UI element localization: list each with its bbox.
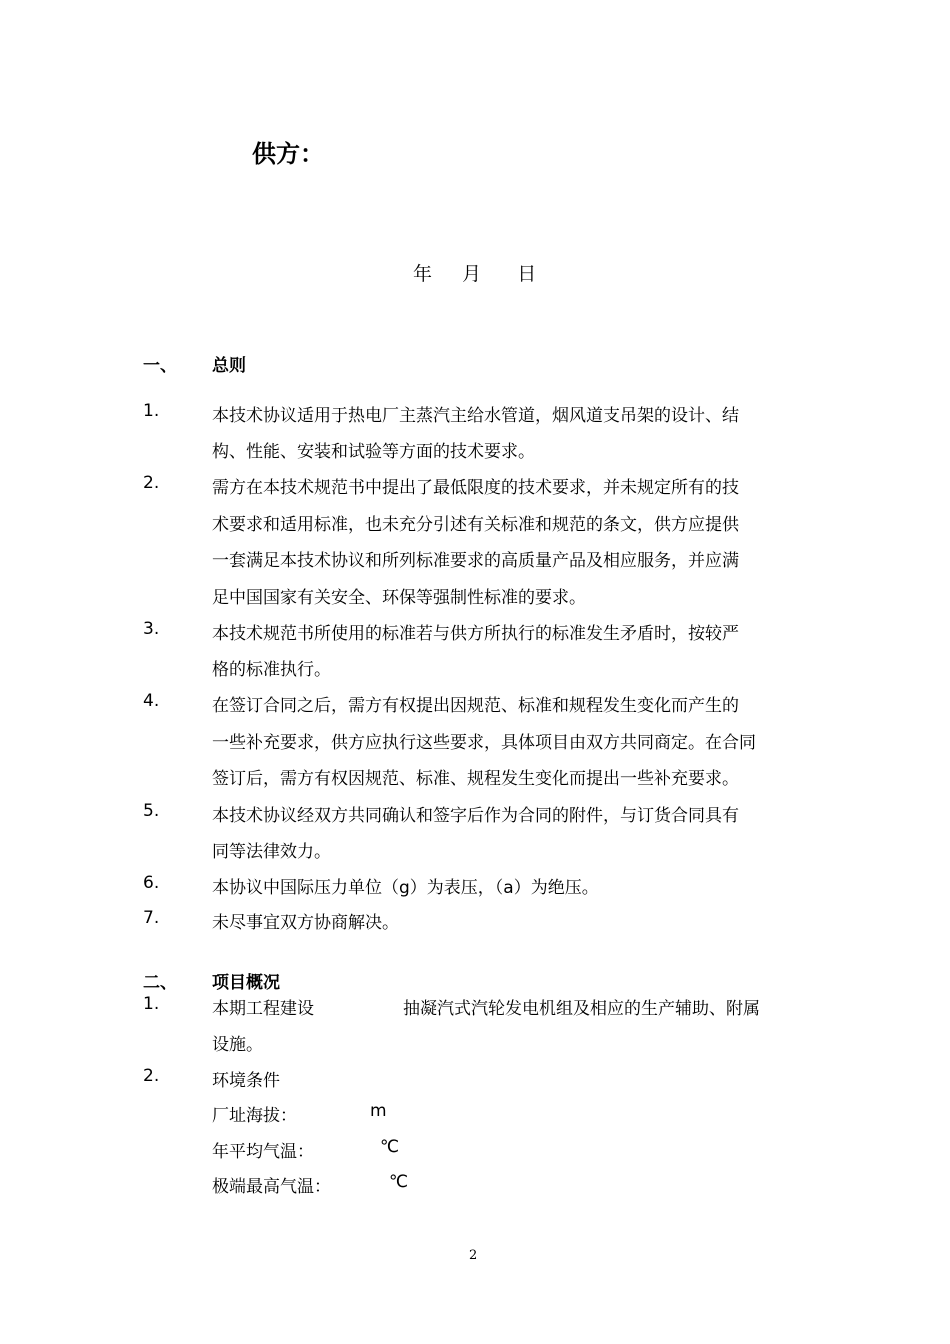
avg-temp-unit: ℃: [380, 1137, 400, 1157]
date-year: 年: [413, 263, 433, 285]
date-day: 日: [517, 263, 537, 285]
item-text-line: 签订后，需方有权因规范、标准、规程发生变化而提出一些补充要求。: [212, 769, 739, 789]
section2-title: 项目概况: [212, 973, 280, 993]
item-text-line: 需方在本技术规范书中提出了最低限度的技术要求，并未规定所有的技: [212, 478, 739, 498]
item-text-line: 格的标准执行。: [212, 660, 331, 680]
environment-label: 环境条件: [212, 1071, 280, 1091]
section2-number: 二、: [143, 973, 177, 993]
item-number: 2.: [143, 473, 160, 493]
item-number: 7.: [143, 908, 160, 928]
altitude-unit: m: [370, 1101, 387, 1121]
item-text-line: 未尽事宜双方协商解决。: [212, 913, 399, 933]
date-line: [413, 259, 536, 286]
page-number: 2: [469, 1248, 478, 1263]
item-text-line: 术要求和适用标准，也未充分引述有关标准和规范的条文，供方应提供: [212, 515, 739, 535]
project-construction-cont: 设施。: [212, 1035, 263, 1055]
section1-title: 总则: [212, 356, 246, 376]
item-text-line: 同等法律效力。: [212, 842, 331, 862]
item-text-line: 构、性能、安装和试验等方面的技术要求。: [212, 442, 535, 462]
item-text-line: 本技术协议适用于热电厂主蒸汽主给水管道，烟风道支吊架的设计、结: [212, 406, 739, 426]
item-text-line: 本技术协议经双方共同确认和签字后作为合同的附件，与订货合同具有: [212, 806, 739, 826]
altitude-label: 厂址海拔：: [212, 1106, 297, 1126]
project-construction-text: 抽凝汽式汽轮发电机组及相应的生产辅助、附属: [403, 999, 760, 1019]
item-text-line: 一些补充要求，供方应执行这些要求，具体项目由双方共同商定。在合同: [212, 733, 756, 753]
avg-temp-label: 年平均气温：: [212, 1142, 314, 1162]
item-number: 4.: [143, 691, 160, 711]
section1-number: 一、: [143, 356, 177, 376]
item-text-line: 一套满足本技术协议和所列标准要求的高质量产品及相应服务，并应满: [212, 551, 739, 571]
item-number: 1.: [143, 994, 160, 1014]
item-number: 6.: [143, 873, 160, 893]
item-text-line: 在签订合同之后，需方有权提出因规范、标准和规程发生变化而产生的: [212, 696, 739, 716]
item-number: 2.: [143, 1066, 160, 1086]
max-temp-unit: ℃: [389, 1172, 409, 1192]
item-number: 1.: [143, 401, 160, 421]
item-text-line: 本协议中国际压力单位（g）为表压，（a）为绝压。: [212, 878, 599, 898]
supplier-label: 供方：: [252, 140, 324, 168]
project-construction-label: 本期工程建设: [212, 999, 314, 1019]
item-number: 3.: [143, 619, 160, 639]
date-month: 月: [462, 263, 482, 285]
item-text-line: 足中国国家有关安全、环保等强制性标准的要求。: [212, 588, 586, 608]
item-text-line: 本技术规范书所使用的标准若与供方所执行的标准发生矛盾时，按较严: [212, 624, 739, 644]
item-number: 5.: [143, 801, 160, 821]
max-temp-label: 极端最高气温：: [212, 1177, 331, 1197]
